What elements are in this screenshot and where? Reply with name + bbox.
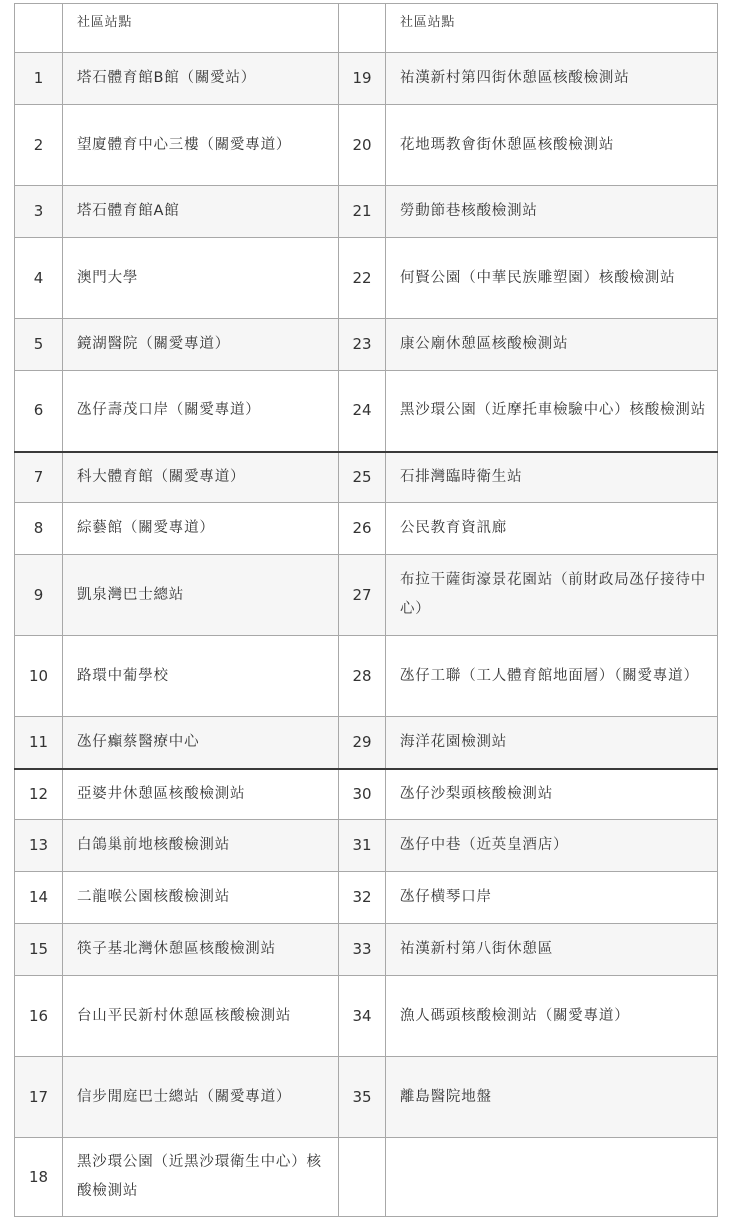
row-number: 31 — [339, 820, 386, 872]
table-row — [15, 636, 718, 717]
row-number: 11 — [15, 717, 63, 769]
row-number — [339, 1138, 386, 1217]
row-number: 2 — [15, 105, 63, 186]
header-station-right: 社區站點 — [386, 4, 718, 53]
table-row — [15, 319, 718, 371]
station-name: 布拉干薩街濠景花園站（前財政局氹仔接待中心） — [386, 555, 718, 636]
row-number: 21 — [339, 186, 386, 238]
station-name: 綜藝館（關愛專道） — [63, 503, 339, 555]
row-number: 13 — [15, 820, 63, 872]
table-row — [15, 53, 718, 105]
station-name: 路環中葡學校 — [63, 636, 339, 717]
station-name: 塔石體育館A館 — [63, 186, 339, 238]
table-row — [15, 452, 718, 503]
table-row — [15, 820, 718, 872]
row-number: 8 — [15, 503, 63, 555]
table-header-row — [15, 4, 718, 53]
station-name — [386, 1138, 718, 1217]
station-name: 氹仔壽茂口岸（關愛專道） — [63, 371, 339, 452]
table-row — [15, 717, 718, 769]
row-number: 14 — [15, 872, 63, 924]
community-stations-table — [14, 3, 718, 1217]
table-row — [15, 872, 718, 924]
row-number: 17 — [15, 1057, 63, 1138]
row-number: 29 — [339, 717, 386, 769]
station-name: 氹仔工聯（工人體育館地面層）（關愛專道） — [386, 636, 718, 717]
row-number: 1 — [15, 53, 63, 105]
row-number: 5 — [15, 319, 63, 371]
station-name: 科大體育館（關愛專道） — [63, 452, 339, 503]
station-name: 氹仔癲蔡醫療中心 — [63, 717, 339, 769]
header-station-left: 社區站點 — [63, 4, 339, 53]
station-name: 祐漢新村第四街休憩區核酸檢測站 — [386, 53, 718, 105]
station-name: 離島醫院地盤 — [386, 1057, 718, 1138]
row-number: 19 — [339, 53, 386, 105]
table-row — [15, 1138, 718, 1217]
table-row — [15, 976, 718, 1057]
row-number: 9 — [15, 555, 63, 636]
row-number: 3 — [15, 186, 63, 238]
station-name: 公民教育資訊廊 — [386, 503, 718, 555]
station-name: 氹仔横琴口岸 — [386, 872, 718, 924]
station-name: 勞動節巷核酸檢測站 — [386, 186, 718, 238]
row-number: 24 — [339, 371, 386, 452]
station-name: 鏡湖醫院（關愛專道） — [63, 319, 339, 371]
station-name: 康公廟休憩區核酸檢測站 — [386, 319, 718, 371]
row-number: 27 — [339, 555, 386, 636]
table-row — [15, 555, 718, 636]
row-number: 10 — [15, 636, 63, 717]
station-name: 信步閒庭巴士總站（關愛專道） — [63, 1057, 339, 1138]
header-number-right — [339, 4, 386, 53]
table-row — [15, 1057, 718, 1138]
station-name: 台山平民新村休憩區核酸檢測站 — [63, 976, 339, 1057]
station-name: 祐漢新村第八街休憩區 — [386, 924, 718, 976]
station-name: 澳門大學 — [63, 238, 339, 319]
row-number: 34 — [339, 976, 386, 1057]
station-name: 塔石體育館B館（關愛站） — [63, 53, 339, 105]
row-number: 20 — [339, 105, 386, 186]
table-row — [15, 238, 718, 319]
station-name: 氹仔中巷（近英皇酒店） — [386, 820, 718, 872]
row-number: 35 — [339, 1057, 386, 1138]
station-name: 望廈體育中心三樓（關愛專道） — [63, 105, 339, 186]
table-row — [15, 924, 718, 976]
row-number: 7 — [15, 452, 63, 503]
row-number: 33 — [339, 924, 386, 976]
station-name: 筷子基北灣休憩區核酸檢測站 — [63, 924, 339, 976]
row-number: 4 — [15, 238, 63, 319]
row-number: 28 — [339, 636, 386, 717]
row-number: 22 — [339, 238, 386, 319]
station-name: 海洋花園檢測站 — [386, 717, 718, 769]
header-number-left — [15, 4, 63, 53]
row-number: 15 — [15, 924, 63, 976]
table-row — [15, 186, 718, 238]
table-row — [15, 769, 718, 820]
row-number: 6 — [15, 371, 63, 452]
station-name: 石排灣臨時衛生站 — [386, 452, 718, 503]
row-number: 30 — [339, 769, 386, 820]
station-name: 花地瑪教會街休憩區核酸檢測站 — [386, 105, 718, 186]
station-name: 氹仔沙梨頭核酸檢測站 — [386, 769, 718, 820]
row-number: 26 — [339, 503, 386, 555]
stations-table-container — [14, 3, 718, 1217]
station-name: 亞婆井休憩區核酸檢測站 — [63, 769, 339, 820]
station-name: 二龍喉公園核酸檢測站 — [63, 872, 339, 924]
row-number: 12 — [15, 769, 63, 820]
station-name: 凱泉灣巴士總站 — [63, 555, 339, 636]
station-name: 黑沙環公園（近黑沙環衛生中心）核酸檢測站 — [63, 1138, 339, 1217]
row-number: 32 — [339, 872, 386, 924]
station-name: 黑沙環公園（近摩托車檢驗中心）核酸檢測站 — [386, 371, 718, 452]
station-name: 漁人碼頭核酸檢測站（關愛專道） — [386, 976, 718, 1057]
row-number: 16 — [15, 976, 63, 1057]
station-name: 白鴿巢前地核酸檢測站 — [63, 820, 339, 872]
station-name: 何賢公園（中華民族雕塑園）核酸檢測站 — [386, 238, 718, 319]
row-number: 25 — [339, 452, 386, 503]
table-row — [15, 105, 718, 186]
table-row — [15, 503, 718, 555]
row-number: 23 — [339, 319, 386, 371]
row-number: 18 — [15, 1138, 63, 1217]
table-row — [15, 371, 718, 452]
